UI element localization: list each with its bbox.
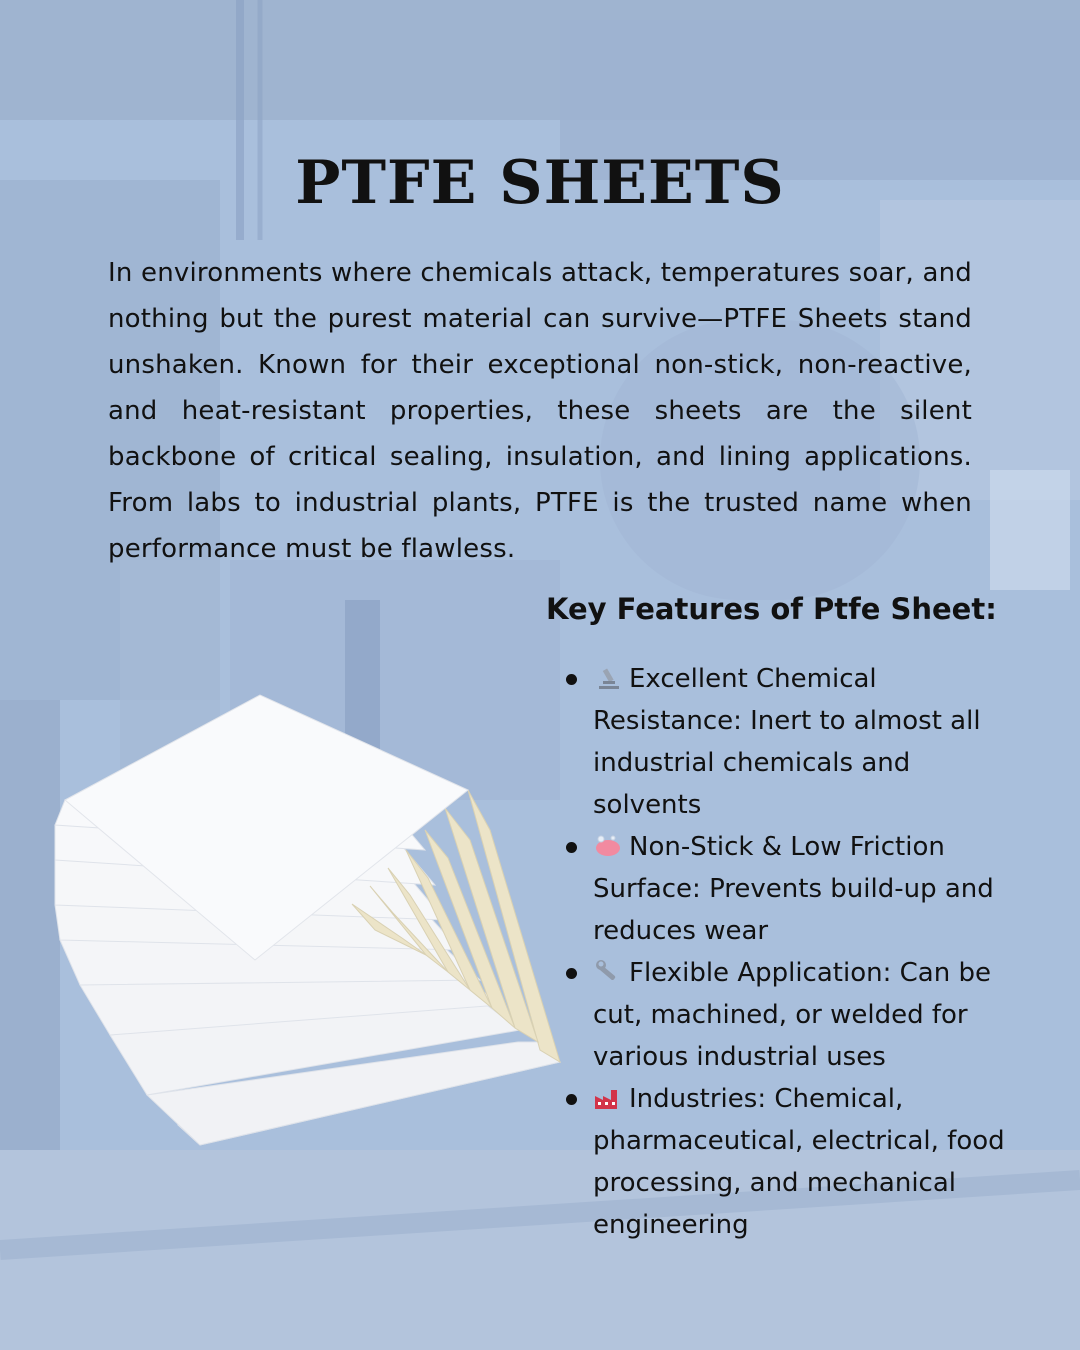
feature-item: [566, 1078, 1006, 1246]
bullet-icon: [566, 1094, 577, 1105]
feature-text: Excellent Chemical Resistance: Inert to almost all industrial chemicals and solvents: [593, 664, 981, 820]
feature-text: Industries: Chemical, pharmaceutical, electrical, food processing, and mechanical engineering: [593, 1084, 1005, 1240]
microscope-icon: [593, 666, 623, 690]
page-title: PTFE SHEETS: [295, 148, 785, 218]
feature-text: Non-Stick & Low Friction Surface: Prevents build-up and reduces wear: [593, 832, 994, 946]
feature-item: [566, 658, 1006, 826]
ptfe-sheets-image: [50, 690, 570, 1170]
factory-icon: [593, 1086, 623, 1110]
bullet-icon: [566, 674, 577, 685]
feature-item: [566, 826, 1006, 952]
features-heading: Key Features of Ptfe Sheet:: [546, 592, 997, 626]
bullet-icon: [566, 842, 577, 853]
bullet-icon: [566, 968, 577, 979]
wrench-icon: [593, 960, 623, 984]
feature-text: Flexible Application: Can be cut, machined, or welded for various industrial uses: [593, 958, 991, 1072]
features-list: [566, 658, 1006, 1246]
intro-paragraph: In environments where chemicals attack, temperatures soar, and nothing but the purest material can survive—PTFE Sheets stand unshaken. Known for their exceptional non-stick, non-reactive, and heat-resistant properties, these sheets are the silent backbone of critical sealing, insulation, and lining applications. From labs to industrial plants, PTFE is the trusted name when performance must be flawless.: [108, 258, 972, 564]
soap-icon: [593, 834, 623, 858]
feature-item: [566, 952, 1006, 1078]
